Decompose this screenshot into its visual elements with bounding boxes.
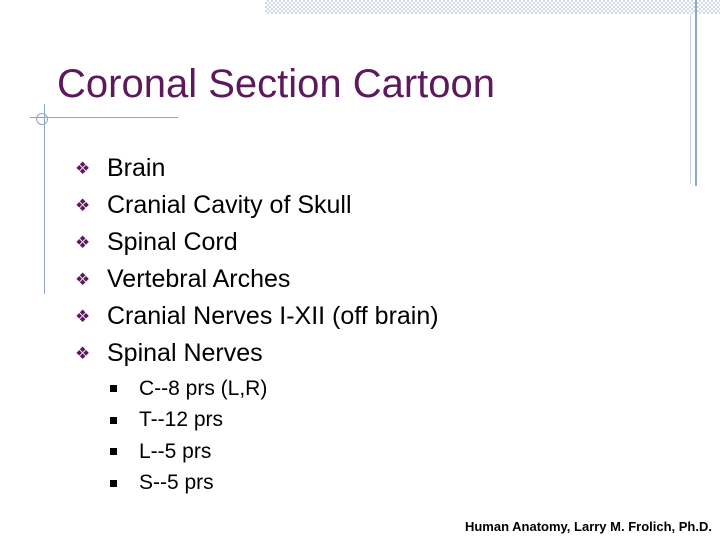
sub-bullet-list: [110, 373, 267, 499]
square-bullet-icon: [110, 417, 117, 424]
bullet-item: [75, 261, 439, 298]
square-bullet-icon: [110, 385, 117, 392]
decorative-circle-icon: [36, 113, 48, 125]
sub-bullet-text: L--5 prs: [139, 439, 212, 463]
bullet-item: [75, 298, 439, 335]
sub-bullet-text: C--8 prs (L,R): [139, 376, 268, 400]
decorative-checker-band: [265, 0, 720, 14]
footer-credit: Human Anatomy, Larry M. Frolich, Ph.D.: [464, 519, 712, 534]
sub-bullet-item: [110, 468, 267, 500]
sub-bullet-item: [110, 405, 267, 437]
bullet-item: [75, 187, 439, 224]
decorative-right-line-light: [690, 14, 691, 184]
decorative-left-line: [44, 104, 45, 294]
bullet-text: Cranial Cavity of Skull: [107, 191, 352, 219]
sub-bullet-text: S--5 prs: [139, 471, 214, 495]
bullet-text: Cranial Nerves I-XII (off brain): [107, 302, 439, 330]
diamond-bullet-icon: ❖: [75, 232, 91, 252]
diamond-bullet-icon: ❖: [75, 195, 91, 215]
sub-bullet-item: [110, 373, 267, 405]
square-bullet-icon: [110, 448, 117, 455]
bullet-text: Spinal Cord: [107, 228, 238, 256]
decorative-title-underline: [30, 117, 178, 118]
slide-title: Coronal Section Cartoon: [57, 62, 496, 106]
sub-bullet-text: T--12 prs: [139, 408, 224, 432]
bullet-text: Spinal Nerves: [107, 339, 263, 367]
square-bullet-icon: [110, 480, 117, 487]
diamond-bullet-icon: ❖: [75, 343, 91, 363]
bullet-text: Vertebral Arches: [107, 265, 291, 293]
bullet-list: [75, 150, 439, 372]
bullet-item: [75, 335, 439, 372]
sub-bullet-item: [110, 436, 267, 468]
bullet-item: [75, 150, 439, 187]
diamond-bullet-icon: ❖: [75, 306, 91, 326]
diamond-bullet-icon: ❖: [75, 158, 91, 178]
diamond-bullet-icon: ❖: [75, 269, 91, 289]
bullet-text: Brain: [107, 154, 166, 182]
bullet-item: [75, 224, 439, 261]
decorative-right-line: [695, 0, 697, 186]
